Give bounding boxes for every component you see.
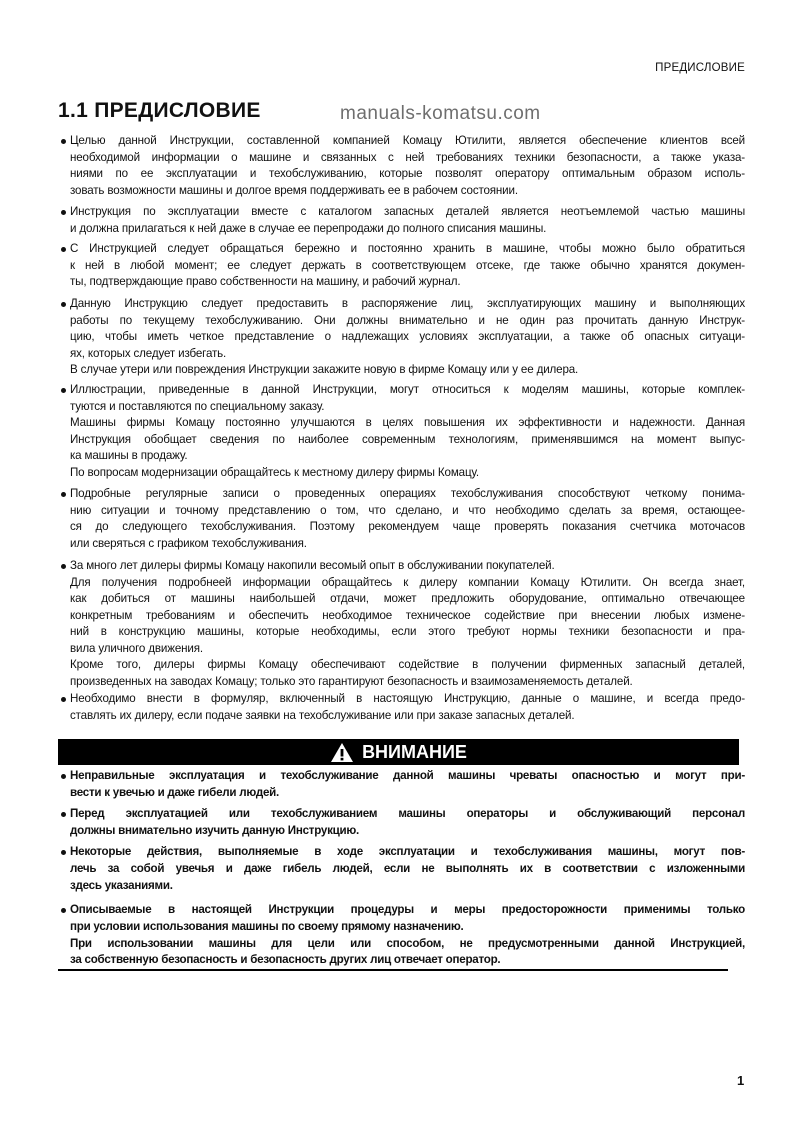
text-line: и должна прилагаться к ней даже в случае ее перепродажи до полного списания машины. (70, 221, 547, 235)
bullet-icon (61, 908, 66, 913)
list-item (58, 558, 745, 690)
text-line: вила уличного движения. (70, 641, 203, 655)
text-line: конкретным требованиям и обеспечить необходимое техническое содействие при внесении любых измене- (70, 608, 745, 622)
warning-triangle-icon (330, 742, 354, 763)
list-item (58, 241, 745, 291)
bullet-icon (61, 139, 66, 144)
bullet-icon (61, 492, 66, 497)
paragraph (70, 844, 745, 894)
list-item (58, 902, 745, 969)
text-line: произведенных на заводах Комацу; только это гарантируют безопасность и взаимозаменяемость деталей. (70, 674, 633, 688)
list-item (58, 382, 745, 481)
text-line: С Инструкцией следует обращаться бережно и постоянно хранить в машине, чтобы можно было обратиться (70, 242, 745, 255)
text-line: За много лет дилеры фирмы Комацу накопили весомый опыт в обслуживании покупателей. (70, 559, 555, 572)
text-line: Инструкция обобщает сведения по наиболее современным технологиям, применявшимся на момент выпус- (70, 432, 745, 446)
list-item (58, 806, 745, 840)
text-line: Описываемые в настоящей Инструкции процедуры и меры предосторожности применимы только (70, 903, 745, 916)
text-line: Данную Инструкцию следует предоставить в распоряжение лиц, эксплуатирующих машину и выполняющих (70, 297, 745, 310)
text-line: ты, подтверждающие право собственности на машину, и рабочий журнал. (70, 275, 461, 288)
text-line: ний в конструкцию машины, которые необходимы, если этого требуют нормы техники безопасности и пра- (70, 625, 745, 638)
text-line: Некоторые действия, выполняемые в ходе эксплуатации и техобслуживания машины, могут пов- (70, 845, 745, 858)
paragraph (70, 486, 745, 552)
text-line: или сверяться с графиком техобслуживания. (70, 536, 307, 550)
bullet-icon (61, 697, 66, 702)
text-line: к ней в любой момент; ее следует держать в соответствующем отсеке, где также обычно хранятся докумен- (70, 258, 745, 272)
bullet-icon (61, 247, 66, 252)
text-line: ях, которых следует избегать. (70, 346, 227, 360)
text-line: В случае утери или повреждения Инструкции закажите новую в фирме Комацу или у ее дилера. (70, 363, 579, 376)
text-line: лечь за собой увечья и даже гибель людей, если не выполнять их в соответствии с изложенными (70, 861, 745, 875)
text-line: Перед эксплуатацией или техобслуживанием машины операторы и обслуживающий персонал (70, 807, 745, 820)
warning-banner (58, 739, 739, 765)
list-item (58, 204, 745, 237)
bullet-icon (61, 302, 66, 307)
bullet-icon (61, 850, 66, 855)
text-line: необходимой информации о машине и связанных с ней требованиях техники безопасности, а также указа- (70, 150, 745, 164)
list-item (58, 768, 745, 802)
paragraph (70, 241, 745, 291)
text-line: при условии использования машины по своему прямому назначению. (70, 919, 464, 933)
list-item (58, 486, 745, 552)
text-line: здесь указаниями. (70, 878, 173, 892)
text-line: за собственную безопасность и безопасность других лиц отвечает оператор. (70, 953, 501, 967)
paragraph (70, 768, 745, 802)
text-line: Подробные регулярные записи о проведенных операциях техобслуживания способствуют четкому понима- (70, 487, 745, 500)
text-line: туются и поставляются по специальному заказу. (70, 399, 325, 413)
text-line: ставлять их дилеру, если подаче заявки на техобслуживание или при заказе запасных деталей. (70, 708, 575, 722)
text-line: как добиться от машины наибольшей отдачи, может предложить оборудование, оптимально отвечающее (70, 592, 745, 605)
paragraph (70, 382, 745, 481)
watermark: manuals-komatsu.com (340, 103, 541, 124)
paragraph (70, 558, 745, 690)
text-line: Инструкция по эксплуатации вместе с каталогом запасных деталей является неотъемлемой частью машины (70, 205, 745, 218)
text-line: Иллюстрации, приведенные в данной Инструкции, могут относиться к моделям машины, которые комплек- (70, 383, 745, 396)
text-line: По вопросам модернизации обращайтесь к местному дилеру фирмы Комацу. (70, 465, 479, 479)
text-line: вести к увечью и даже гибели людей. (70, 785, 280, 799)
paragraph (70, 691, 745, 724)
paragraph (70, 204, 745, 237)
section-title: 1.1 ПРЕДИСЛОВИЕ (58, 99, 261, 122)
page-number: 1 (737, 1073, 745, 1088)
divider (58, 969, 728, 971)
paragraph (70, 296, 745, 379)
bullet-icon (61, 210, 66, 215)
bullet-icon (61, 388, 66, 393)
text-line: Необходимо внести в формуляр, включенный в настоящую Инструкцию, данные о машине, и всегда предо- (70, 692, 745, 705)
warning-label: ВНИМАНИЕ (362, 741, 467, 762)
text-line: ка машины в продажу. (70, 449, 188, 462)
list-item (58, 133, 745, 199)
bullet-icon (61, 812, 66, 817)
bullet-icon (61, 774, 66, 779)
text-line: Целью данной Инструкции, составленной компанией Комацу Ютилити, является обеспечение клиентов всей (70, 134, 745, 147)
text-line: Для получения подробнеей информации обращайтесь к дилеру компании Комацу Ютилити. Он всегда знает, (70, 575, 745, 589)
list-item (58, 844, 745, 894)
list-item (58, 691, 745, 724)
text-line: нию ситуации и точному представлению о том, что сделано, и что необходимо сделать за время, остающее- (70, 503, 745, 517)
text-line: ниями по ее эксплуатации и техобслуживанию, которые позволят оператору оптимальным образом исполь- (70, 167, 745, 180)
text-line: цию, чтобы иметь четкое представление о надлежащих условиях эксплуатации, а также об опасных ситуаци- (70, 330, 745, 343)
text-line: зовать возможности машины и долгое время поддерживать ее в рабочем состоянии. (70, 183, 518, 197)
text-line: При использовании машины для цели или способом, не предусмотренными данной Инструкцией, (70, 936, 745, 950)
text-line: Неправильные эксплуатация и техобслуживание данной машины чреваты опасностью и могут при- (70, 769, 745, 782)
text-line: работы по текущему техобслуживанию. Они должны внимательно и не один раз прочитать данную Инструк- (70, 313, 745, 327)
text-line: Кроме того, дилеры фирмы Комацу обеспечивают содействие в получении фирменных запасный деталей, (70, 658, 745, 671)
paragraph (70, 133, 745, 199)
list-item (58, 296, 745, 379)
text-line: ся до следующего техобслуживания. Поэтому рекомендуем чаще проверять показания счетчика моточасов (70, 520, 745, 533)
paragraph (70, 806, 745, 840)
paragraph (70, 902, 745, 969)
bullet-icon (61, 564, 66, 569)
running-header: ПРЕДИСЛОВИЕ (655, 62, 745, 74)
text-line: должны внимательно изучить данную Инструкцию. (70, 823, 359, 837)
text-line: Машины фирмы Комацу постоянно улучшаются в целях повышения их эффективности и надежности. Данная (70, 416, 745, 429)
